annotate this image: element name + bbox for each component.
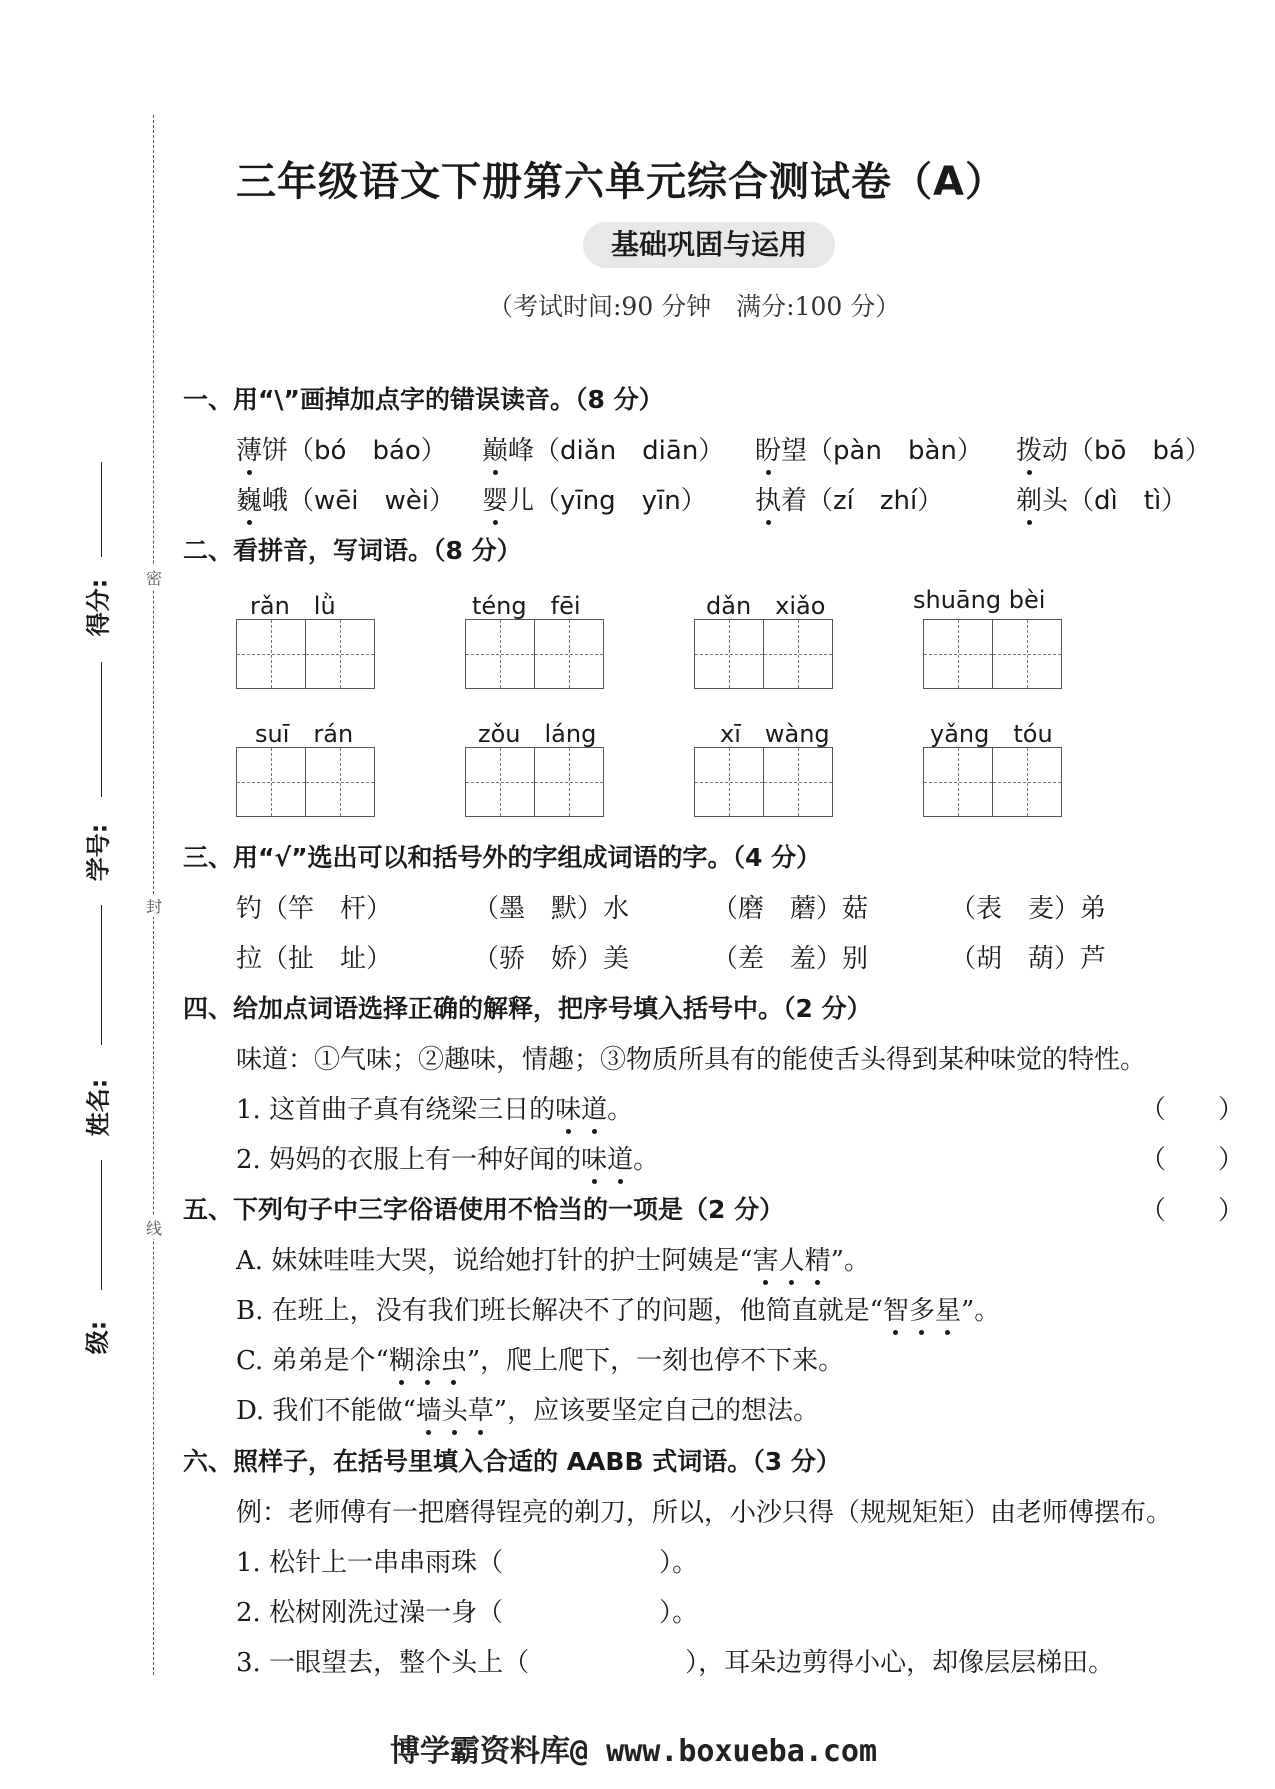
q5-heading: 五、下列句子中三字俗语使用不恰当的一项是（2 分） [183,1195,785,1224]
q2-writing-grid-7[interactable] [694,747,833,817]
q2-pinyin-7: xī wàng [720,720,830,748]
page-title: 三年级语文下册第六单元综合测试卷（A） [236,159,1006,205]
q3-item-1: 钓（竿 杆） [236,894,393,924]
q1-item-1: 薄饼（bó báo） [236,436,447,466]
q2-pinyin-2: téng fēi [472,592,581,620]
seal-char-mi: 密 [146,566,162,589]
q1-item-6: 婴儿（yīng yīn） [482,486,707,516]
q6-heading: 六、照样子，在括号里填入合适的 AABB 式词语。（3 分） [183,1447,841,1476]
score-line [101,462,102,557]
q1-item-4: 拨动（bō bá） [1016,436,1211,466]
q2-pinyin-6: zǒu láng [478,720,597,748]
q2-writing-grid-5[interactable] [236,747,375,817]
q1-item-2: 巅峰（diǎn diān） [482,436,725,466]
q3-item-8: （胡 葫）芦 [950,944,1107,974]
name-line [101,905,102,1045]
q2-writing-grid-3[interactable] [694,619,833,689]
q4-sentence-1: 1. 这首曲子真有绕梁三日的味道。 [236,1095,634,1125]
q2-pinyin-8: yǎng tóu [930,720,1053,748]
q3-item-4: （表 麦）弟 [950,894,1107,924]
q4-answer-paren-2[interactable]: （ ） [1140,1145,1245,1175]
q6-sentence-2[interactable]: 2. 松树刚洗过澡一身（ ）。 [236,1598,699,1628]
q2-pinyin-4: shuāng bèi [913,586,1046,614]
seal-char-feng: 封 [146,894,162,917]
q1-item-5: 巍峨（wēi wèi） [236,486,456,516]
q2-writing-grid-2[interactable] [465,619,604,689]
q5-option-d: D. 我们不能做“墙头草”，应该要坚定自己的想法。 [236,1396,820,1426]
score-label: 得分: [84,578,113,637]
q2-writing-grid-8[interactable] [923,747,1062,817]
q3-item-7: （差 羞）别 [712,944,869,974]
q1-item-3: 盼望（pàn bàn） [755,436,983,466]
q3-item-3: （磨 蘑）菇 [712,894,869,924]
q4-heading: 四、给加点词语选择正确的解释，把序号填入括号中。（2 分） [183,994,872,1023]
q3-item-2: （墨 默）水 [473,894,630,924]
q2-writing-grid-6[interactable] [465,747,604,817]
q5-option-b: B. 在班上，没有我们班长解决不了的问题，他简直就是“智多星”。 [236,1296,1001,1326]
class-line [101,1160,102,1290]
student-no-line [101,662,102,797]
student-no-label: 学号: [84,823,113,882]
class-label: 级: [83,1320,112,1355]
q6-example: 例：老师傅有一把磨得锃亮的剃刀，所以，小沙只得（规规矩矩）由老师傅摆布。 [236,1498,1173,1528]
q5-option-a: A. 妹妹哇哇大哭，说给她打针的护士阿姨是“害人精”。 [236,1246,870,1276]
q2-pinyin-1: rǎn lǜ [250,592,336,620]
q2-heading: 二、看拼音，写词语。（8 分） [183,536,522,565]
q3-item-5: 拉（扯 址） [236,944,393,974]
q2-writing-grid-4[interactable] [923,619,1062,689]
q2-pinyin-3: dǎn xiǎo [706,592,826,620]
q3-heading: 三、用“√”选出可以和括号外的字组成词语的字。（4 分） [183,843,822,872]
seal-char-xian: 线 [146,1216,162,1239]
q6-sentence-1[interactable]: 1. 松针上一串串雨珠（ ）。 [236,1548,699,1578]
q2-writing-grid-1[interactable] [236,619,375,689]
q1-heading: 一、用“\”画掉加点字的错误读音。（8 分） [183,385,664,414]
q5-option-c: C. 弟弟是个“糊涂虫”，爬上爬下，一刻也停不下来。 [236,1346,845,1376]
q5-answer-paren[interactable]: （ ） [1140,1196,1245,1226]
name-label: 姓名: [84,1078,113,1137]
q1-item-8: 剃头（dì tì） [1016,486,1188,516]
subtitle-badge: 基础巩固与运用 [583,222,835,268]
q4-sentence-2: 2. 妈妈的衣服上有一种好闻的味道。 [236,1145,660,1175]
q1-item-7: 执着（zí zhí） [755,486,944,516]
exam-info: （考试时间:90 分钟 满分:100 分） [488,292,901,321]
footer-watermark: 博学霸资料库@ www.boxueba.com [390,1734,878,1769]
q6-sentence-3[interactable]: 3. 一眼望去，整个头上（ ），耳朵边剪得小心，却像层层梯田。 [236,1648,1115,1678]
q4-definition: 味道：①气味；②趣味，情趣；③物质所具有的能使舌头得到某种味觉的特性。 [236,1045,1147,1075]
q2-pinyin-5: suī rán [255,720,354,748]
q4-answer-paren-1[interactable]: （ ） [1140,1095,1245,1125]
q3-item-6: （骄 娇）美 [473,944,630,974]
